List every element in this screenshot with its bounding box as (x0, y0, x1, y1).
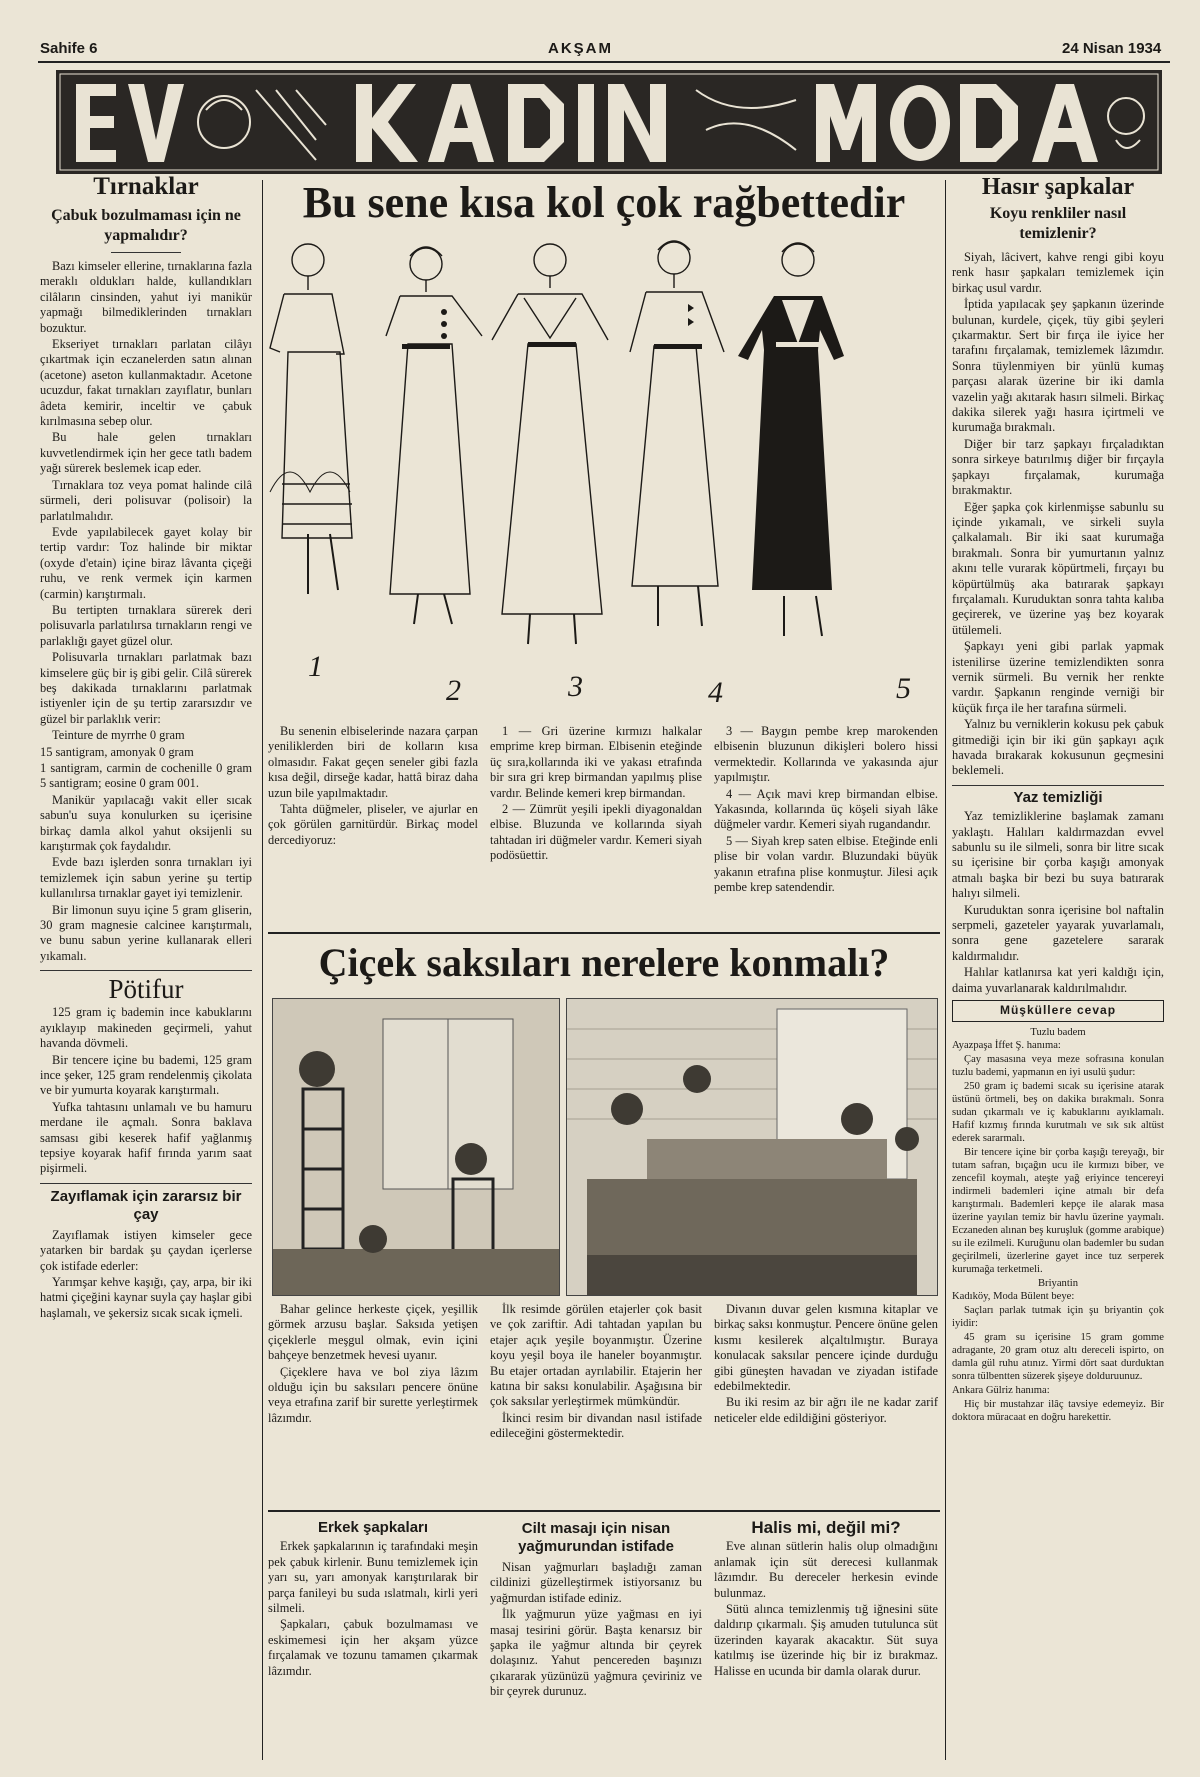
paragraph: Kuruduktan sonra içerisine bol naftalin serpmeli, gazeteler yayarak yuvarlamalı, sonra gene gazetelere sararak kaldırmalıdır. (952, 902, 1164, 963)
paragraph: Evde yapılabilecek gayet kolay bir tertip vardır: Toz halinde bir miktar (oxyde d'etain) içine biraz lâvanta çiçeği ruhu, ve renk vermek için karmen (carmin) karıştırmalı. (40, 524, 252, 601)
paragraph: Bu hale gelen tırnakları kuvvetlendirmek için her gece tatlı badem yağı sürerek beslemek icap eder. (40, 430, 252, 476)
paragraph: Zayıflamak istiyen kimseler gece yatarken bir bardak şu çaydan içerlerse çok istifade ederler: (40, 1227, 252, 1273)
page-number: Sahife 6 (40, 40, 98, 57)
article-title-potifur: Pötifur (108, 974, 184, 1005)
left-column (40, 172, 252, 1322)
article-subtitle-tirnaklar: Çabuk bozulmaması için ne yapmalıdır? (51, 207, 241, 244)
photo-shelf (272, 998, 560, 1296)
paragraph: 3 — Baygın pembe krep marokenden elbisenin bluzunun dikişleri bolero hissi vermektedir. Kollarında ve yakasında ajur yapılmıştır. (714, 724, 938, 785)
paragraph: Diğer bir tarz şapkayı fırçaladıktan sonra sirkeye batırılmış diğer bir fırçayla şapkayı fırçalamak, kurumağa bırakmaktır. (952, 436, 1164, 498)
flower-text-col3 (714, 1302, 938, 1427)
banner-art (56, 70, 1162, 174)
paragraph: Eve alınan sütlerin halis olup olmadığını anlamak için süt derecesi kullanmak lâzımdır. Bu dereceler herkesin evinde bulunmaz. (714, 1539, 938, 1600)
paragraph: Polisuvarla tırnakları parlatmak bazı kimselere güç bir iş gibi gelir. Cilâ sürerek beş dakikada tırnaklarını parlatmak istiyenler için de şu tertip zararsızdır ve güzel bir parlaklık verir: (40, 650, 252, 726)
fashion-illustration (268, 234, 940, 718)
paragraph: İlk resimde görülen etajerler çok basit ve çok zariftir. Adi tahtadan yapılan bu etajer açık yeşile boyanmıştır. Üzerine koyu yeşil boya ile haneler boyanmıştır. Bu etajer ortadan ayrılabilir. Etajerin her katına bir saksı konulabilir. Aşağısına bir çok saksılar yerleştirmek mümkündür. (490, 1302, 702, 1409)
article-title-halis: Halis mi, değil mi? (751, 1518, 901, 1537)
cilt-masaji (490, 1516, 702, 1701)
paragraph: Yalnız bu verniklerin kokusu pek çabuk gitmediği için bir iki gün şapkayı açık havada bırakarak kokusunun geçmesini beklemeli. (952, 717, 1164, 778)
figure-number: 4 (708, 676, 723, 709)
article-title-erkek: Erkek şapkaları (317, 1519, 429, 1536)
paragraph: 125 gram iç bademin ince kabuklarını ayıklayıp makineden geçirmeli, yahut havanda dövmeli. (40, 1005, 252, 1051)
newspaper-name: AKŞAM (548, 40, 613, 57)
paragraph: 1 — Gri üzerine kırmızı halkalar emprime krep birman. Elbisenin eteğinde üç sıra,kollarında iki ve yakası etrafında bir sıra gri krep birmandan yapılmış plise vardır. Belinde kemeri krep birmandan. (490, 724, 702, 800)
flower-headline: Çiçek saksıları nerelere konmalı? (318, 940, 890, 985)
paragraph: İlk yağmurun yüze yağması en iyi masaj tesirini görür. Başta kenarsız bir şapka ile yağmur altında bir çeyrek dolaşınız. Yahut pencereden başınızı çıkararak yüzünüzü yağmura çeviriniz ve bir çeyrek durunuz. (490, 1607, 702, 1699)
paragraph: Bu iki resim az bir ağrı ile ne kadar zarif neticeler elde edildiğini gösteriyor. (714, 1395, 938, 1425)
main-headline: Bu sene kısa kol çok rağbettedir (302, 178, 906, 227)
paragraph: Ayazpaşa İffet Ş. hanıma: (952, 1039, 1061, 1051)
article-subtitle-hasir: Koyu renkliler nasıl temizlenir? (989, 205, 1127, 242)
paragraph: Çay masasına veya meze sofrasına konulan tuzlu bademi, yapmanın en iyi usulü şudur: (952, 1053, 1164, 1078)
right-column (952, 172, 1164, 1425)
flower-text-col2 (490, 1302, 702, 1443)
subhead: Tuzlu badem (1030, 1026, 1086, 1038)
paragraph: Hiç bir mustahzar ilâç tavsiye edemeyiz. Bir doktora müracaat en doğru harekettir. (952, 1398, 1164, 1423)
figure-number: 2 (446, 674, 461, 707)
recipe-line: 15 santigram, amonyak 0 gram (40, 744, 194, 759)
banner (56, 70, 1162, 174)
paragraph: Sütü alınca temizlenmiş tığ iğnesini süte daldırıp çıkarmalı. Şiş amuden tutulunca süt üzerinden kayarak akacaktır. Süt suya katılmış ise üzerinde hiç bir iz bırakmaz. Halisse en ucunda bir damla olarak durur. (714, 1602, 938, 1678)
figure-number: 3 (568, 670, 583, 703)
article-title-tirnaklar: Tırnaklar (93, 173, 199, 200)
paragraph: İptida yapılacak şey şapkanın üzerinde bulunan, kurdele, çiçek, tüy gibi şeyleri çıkarmaktır. Sert bir fırça ile iyice her tarafını fırçalamak, temizlemek lâzımdır. Sonra tüylenmiyen bir yünlü kumaş parçası alarak üzerine bir iki damla vazelin yağı akıtarak hasırı silmeli. Birkaç dakika silerek yağı hasıra içirtmeli ve kurumağa bırakmalı. (952, 297, 1164, 435)
paragraph: Şapkayı yeni gibi parlak yapmak istenilirse üzerine temizlendikten sonra vernik sürmeli. Bu vernik her renkte vardır. Şapkanın renginde verniği bir küçük fırça ile her tarafına sürmeli. (952, 639, 1164, 715)
paragraph: Yufka tahtasını unlamalı ve bu hamuru merdane ile açmalı. Sonra baklava samsası gibi keserek hafif yağlanmış tepsiye koyarak hafif fırında yarım saat pişirmeli. (40, 1099, 252, 1176)
section-rule (268, 1510, 940, 1512)
column-rule-right (945, 180, 946, 1760)
paragraph: Tırnaklara toz veya pomat halinde cilâ sürmeli, deri polisuvar (polisoir) la parlatılmalıdır. (40, 477, 252, 523)
paragraph: 45 gram su içerisine 15 gram gomme adragante, 20 gram otuz altı dereceli ispirto, on damla gül ruhu atınız. Yirmi dört saat durduktan sonra tülbentten süzerek şişeye dolduruunuz. (952, 1331, 1164, 1382)
paragraph: Yarımşar kehve kaşığı, çay, arpa, bir iki hatmi çiçeğini kaynar suyla çay haşlar gibi haşlamalı, ve şekersiz sıcak sıcak içmeli. (40, 1274, 252, 1320)
article-title-zayiflamak: Zayıflamak için zararsız bir çay (50, 1187, 242, 1223)
paragraph: Siyah, lâcivert, kahve rengi gibi koyu renk hasır şapkaları temizlemek için birkaç usul vardır. (952, 250, 1164, 295)
subhead: Briyantin (1037, 1277, 1079, 1289)
paragraph: Bir tencere içine bu bademi, 125 gram ince şeker, 125 gram rendelenmiş çikolata ve bir yumurta koyarak karıştırmalı. (40, 1052, 252, 1098)
muskullere-cevap-box: Müşküllere cevap (952, 1000, 1164, 1021)
paragraph: Bir limonun suyu içine 5 gram gliserin, 30 gram magnesie calcinee karıştırmalı, ve bunu sabun yerine kullanarak elleri yıkamalı. (40, 902, 252, 963)
fashion-text-col1 (268, 724, 478, 849)
column-rule-left (262, 180, 263, 1760)
divider (40, 1183, 252, 1184)
paragraph: Saçları parlak tutmak için şu briyantin çok iyidir: (952, 1304, 1164, 1329)
paragraph: Bahar gelince herkeste çiçek, yeşillik görmek arzusu başlar. Saksıda yetişen çiçeklerle meşgul olmak, evin içini bahçeye benzetmek hevesi uyanır. (268, 1302, 478, 1363)
fashion-text-col2 (490, 724, 702, 865)
paragraph: 250 gram iç bademi sıcak su içerisine atarak üstünü örtmeli, beş on dakika bırakmalı. Sonra sudan çıkarmalı ve iç kabuklarını ayıklamalı. Hafif kızmış fırında kurutmalı ve sık sık altüst ederek sararmalı. (952, 1080, 1164, 1144)
paragraph: Erkek şapkalarının iç tarafındaki meşin pek çabuk kirlenir. Bunu temizlemek için yarı su, yarı amonyak karıştırılarak bir parça fanileyi bu suda ıslatmalı, kirli yeri silmeli. (268, 1539, 478, 1616)
paragraph: Halılar katlanırsa kat yeri kaldığı için, daima yuvarlanarak kaldırılmalıdır. (952, 965, 1164, 995)
paragraph: Çiçeklere hava ve bol ziya lâzım olduğu için bu saksıları pencere önüne veya etrafına zarif bir surette yerleştirmek lâzımdır. (268, 1364, 478, 1425)
paragraph: Ankara Gülriz hanıma: (952, 1384, 1050, 1396)
paragraph: 4 — Açık mavi krep birmandan elbise. Yakasında, kollarında üç köşeli siyah lâke düğmeler vardır. Kemeri siyah rugandandır. (714, 786, 938, 832)
figure-number: 5 (896, 672, 911, 705)
paragraph: Bu senenin elbiselerinde nazara çarpan yeniliklerden biri de kolların kısa olmasıdır. Fakat geçen seneler gibi fazla kısa değil, dirseğe kadar, hattâ biraz daha uzun bile yapılmaktadır. (268, 724, 478, 800)
paragraph: Kadıköy, Moda Bülent beye: (952, 1290, 1075, 1302)
issue-date: 24 Nisan 1934 (1062, 40, 1162, 57)
recipe-line: Teinture de myrrhe 0 gram (52, 728, 185, 743)
figure-number: 1 (308, 650, 323, 683)
paragraph: 5 — Siyah krep saten elbise. Eteğinde enli plise bir volan vardır. Bluzundaki büyük yakanın etrafına plise konmuştur. Jilesi açık pembe krep satendendir. (714, 833, 938, 895)
dress-drawings (268, 234, 940, 718)
paragraph: Ekseriyet tırnakları parlatan cilâyı çıkartmak için eczanelerden satın alınan (acetone) aseton kullanmaktadır. Acetone ucuzdur, fakat tırnakları zayıflatır, bunları âdeta kemirir, inceltir ve çabuk kırılmasına sebep olur. (40, 337, 252, 429)
erkek-sapkalari (268, 1516, 478, 1680)
article-title-hasir: Hasır şapkalar (981, 174, 1135, 200)
divider (952, 785, 1164, 786)
paragraph: İkinci resim bir divandan nasıl istifade edileceğini göstermektedir. (490, 1410, 702, 1441)
paragraph: Eğer şapka çok kirlenmişse sabunlu su içinde yıkamalı, ve sirkeli suyla çalkalamalı. Bir iki saat kurumağa bırakmalı. Sonra bir yumurtanın yalnız akını telle vurarak köpürtmeli, fırçayı bu köpürtülmüş aka batırarak şapkayı fırçalamalı. Kuruduktan sonra tahta kalıba geçirerek, ve üzerine yaş bez koyarak ütülemeli. (952, 499, 1164, 637)
paragraph: Evde bazı işlerden sonra tırnakları iyi temizlemek için sabun yerine şu tertip kullanılırsa tırnaklar gayet iyi temizlenir. (40, 855, 252, 901)
paragraph: Tahta düğmeler, pliseler, ve ajurlar en çok görülen garnitürdür. Birkaç model dercediyoruz: (268, 802, 478, 847)
photo-divan (566, 998, 938, 1296)
article-title-yaz: Yaz temizliği (1013, 788, 1103, 806)
flower-text-col1 (268, 1302, 478, 1427)
paragraph: Şapkaları, çabuk bozulmaması ve eskimemesi için her akşam yüzce fırçalamak ve tozunu tamamen çıkarmak lâzımdır. (268, 1617, 478, 1678)
section-rule (268, 932, 940, 934)
divider (40, 970, 252, 971)
paragraph: Bazı kimseler ellerine, tırnaklarına fazla meraklı oldukları halde, kullandıkları cilâların cinsinden, yahut iyi manikür yapmağı bilmediklerinden tırnakları bozuktur. (40, 259, 252, 335)
paragraph: 2 — Zümrüt yeşili ipekli diyagonaldan elbise. Bluzunda ve kollarında siyah tahtadan iri düğmeler vardır. Kemeri siyah podösüettir. (490, 802, 702, 863)
paragraph: Bir tencere içine bir çorba kaşığı tereyağı, bir tutam safran, bıçağın ucu ile kırmızı biber, ve zencefil koymalı, ateşte yağ eriyince tencereyi indirmeli bademleri içine atmalı bir defa karıştırmalı. Bademleri kepçe ile alarak masa üzerine yayılan temiz bir havlu üzerine yaymalı. Eczaneden alınan beş kuruşluk (gomme arabique) su ile ezilmeli. Kuruğunu olan bademler bu sudan geçirilmeli, üzerlerine gayet ince tuz serperek kurumağa terketmeli. (952, 1146, 1164, 1275)
halis-mi (714, 1516, 938, 1680)
header-rule (38, 61, 1170, 63)
divan-photo-art (567, 999, 937, 1295)
paragraph: Manikür yapılacağı vakit eller sıcak sabun'u suya konulurken su içerisine birkaç damla alkol yahut oksijenli su karıştırmak çok faydalıdır. (40, 792, 252, 854)
paragraph: Divanın duvar gelen kısmına kitaplar ve birkaç saksı konmuştur. Pencere önüne gelen kısmı kesilerek alçaltılmıştır. Buraya konulacak saksılar pencere içinde durduğu gibi güneşten havadan ve ziyadan istifade edebilmektedir. (714, 1302, 938, 1394)
recipe-line: 1 santigram, carmin de cochenille 0 gram 5 santigram; eosine 0 gram 001. (40, 761, 252, 791)
divider (111, 252, 181, 253)
paragraph: Bu tertipten tırnaklara sürerek deri polisuvarla parlatılırsa tırnakların rengi ve parlaklığı gayet güzel olur. (40, 602, 252, 648)
fashion-text-col3 (714, 724, 938, 896)
shelf-photo-art (273, 999, 559, 1295)
article-title-cilt: Cilt masajı için nisan yağmurundan istifade (518, 1520, 674, 1555)
paragraph: Nisan yağmurları başladığı zaman cildinizi güzelleştirmek istiyorsanız bu yağmurdan istifade ediniz. (490, 1560, 702, 1605)
paragraph: Yaz temizliklerine başlamak zamanı yaklaştı. Halıları kaldırmazdan evvel sabunlu su ile silmeli, sonra bir litre sıcak su içerisine bir çorba kaşığı amonyak atmalı başka bir bezi bu suya batırarak halıyı silmeli. (952, 809, 1164, 901)
